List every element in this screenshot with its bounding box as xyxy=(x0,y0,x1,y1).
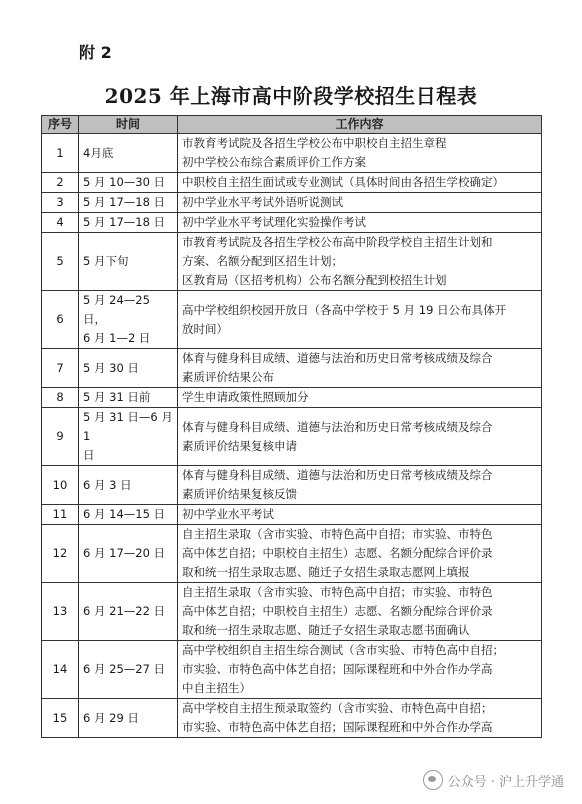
table-row xyxy=(42,408,542,466)
time-line: 5 月 17—18 日 xyxy=(83,195,166,209)
header-time: 时间 xyxy=(79,116,178,134)
content-line: 素质评价结果复核申请 xyxy=(182,438,297,453)
row-number: 12 xyxy=(42,525,79,583)
row-time xyxy=(79,408,178,466)
content-line: 自主招生录取（含市实验、市特色高中自招；市实验、市特色 xyxy=(182,527,493,541)
row-content xyxy=(178,699,542,738)
row-content xyxy=(178,349,542,388)
row-number: 2 xyxy=(42,173,79,193)
watermark xyxy=(423,770,564,790)
time-line: 5 月 24—25 日， xyxy=(83,293,150,326)
row-number: 6 xyxy=(42,291,79,349)
row-content xyxy=(178,291,542,349)
row-time xyxy=(79,173,178,193)
header-no: 序号 xyxy=(42,116,79,134)
row-content xyxy=(178,213,542,233)
table-header-row xyxy=(42,116,542,134)
content-line: 市教育考试院及各招生学校公布高中阶段学校自主招生计划和 xyxy=(182,235,493,249)
content-line: 高中学校组织校园开放日（各高中学校于 5 月 19 日公布具体开 xyxy=(182,302,507,317)
content-line: 初中学校公布综合素质评价工作方案 xyxy=(182,155,366,169)
time-line: 6 月 14—15 日 xyxy=(83,507,166,521)
content-line: 取和统一招生录取志愿、随迁子女招生录取志愿网上填报 xyxy=(182,565,470,579)
content-line: 方案、名额分配到区招生计划； xyxy=(182,254,343,268)
schedule-table xyxy=(41,115,542,738)
time-line: 6 月 21—22 日 xyxy=(83,604,166,618)
row-number: 9 xyxy=(42,408,79,466)
table-row xyxy=(42,134,542,173)
row-number: 3 xyxy=(42,193,79,213)
row-content xyxy=(178,134,542,173)
content-line: 初中学业水平考试理化实验操作考试 xyxy=(182,215,366,229)
row-content xyxy=(178,193,542,213)
time-line: 6 月 1—2 日 xyxy=(83,331,151,345)
content-line: 初中学业水平考试外语听说测试 xyxy=(182,195,343,209)
time-line: 5 月 17—18 日 xyxy=(83,215,166,229)
row-content xyxy=(178,388,542,408)
row-content xyxy=(178,466,542,505)
table-row xyxy=(42,233,542,291)
row-content xyxy=(178,641,542,699)
content-line: 取和统一招生录取志愿、随迁子女招生录取志愿书面确认 xyxy=(182,623,470,637)
table-row xyxy=(42,525,542,583)
time-line: 5 月下旬 xyxy=(83,254,129,268)
watermark-text: 公众号 · 沪上升学通 xyxy=(447,774,564,790)
content-line: 体育与健身科目成绩、道德与法治和历史日常考核成绩及综合 xyxy=(182,419,493,434)
content-line: 自主招生录取（含市实验、市特色高中自招；市实验、市特色 xyxy=(182,585,493,599)
content-line: 初中学业水平考试 xyxy=(182,507,274,521)
content-line: 素质评价结果复核反馈 xyxy=(182,487,297,501)
content-line: 高中学校组织自主招生综合测试（含市实验、市特色高中自招； xyxy=(182,643,504,657)
content-line: 素质评价结果公布 xyxy=(182,370,274,384)
content-line: 中自主招生） xyxy=(182,681,251,695)
row-number: 13 xyxy=(42,583,79,641)
row-number: 10 xyxy=(42,466,79,505)
row-content xyxy=(178,525,542,583)
time-line: 5 月 10—30 日 xyxy=(83,175,166,189)
content-line: 市实验、市特色高中体艺自招；国际课程班和中外合作办学高 xyxy=(182,662,493,676)
row-number: 7 xyxy=(42,349,79,388)
row-content xyxy=(178,233,542,291)
row-content xyxy=(178,583,542,641)
time-line: 5 月 31 日前 xyxy=(83,390,151,404)
table-row xyxy=(42,213,542,233)
table-row xyxy=(42,388,542,408)
time-line: 6 月 17—20 日 xyxy=(83,546,166,560)
row-time xyxy=(79,349,178,388)
row-time xyxy=(79,525,178,583)
content-line: 放时间） xyxy=(182,321,228,336)
content-line: 中职校自主招生面试或专业测试（具体时间由各招生学校确定） xyxy=(182,175,504,189)
row-time xyxy=(79,213,178,233)
content-line: 高中体艺自招；中职校自主招生）志愿、名额分配综合评价录 xyxy=(182,604,493,618)
row-content xyxy=(178,408,542,466)
content-line: 高中体艺自招；中职校自主招生）志愿、名额分配综合评价录 xyxy=(182,546,493,560)
row-number: 15 xyxy=(42,699,79,738)
time-line: 日 xyxy=(83,448,95,462)
row-number: 14 xyxy=(42,641,79,699)
table-row xyxy=(42,193,542,213)
content-line: 学生申请政策性照顾加分 xyxy=(182,390,309,404)
time-line: 5 月 30 日 xyxy=(83,360,139,375)
table-row xyxy=(42,466,542,505)
table-row xyxy=(42,583,542,641)
table-row xyxy=(42,641,542,699)
row-number: 11 xyxy=(42,505,79,525)
content-line: 体育与健身科目成绩、道德与法治和历史日常考核成绩及综合 xyxy=(182,468,493,482)
row-time xyxy=(79,699,178,738)
row-time xyxy=(79,388,178,408)
wechat-icon xyxy=(423,770,443,790)
time-line: 6 月 29 日 xyxy=(83,710,139,725)
content-line: 区教育局（区招考机构）公布名额分配到校招生计划 xyxy=(182,273,447,287)
row-time xyxy=(79,193,178,213)
row-time xyxy=(79,583,178,641)
row-time xyxy=(79,466,178,505)
row-number: 5 xyxy=(42,233,79,291)
row-time xyxy=(79,233,178,291)
table-row xyxy=(42,291,542,349)
row-time xyxy=(79,291,178,349)
row-time xyxy=(79,505,178,525)
content-line: 市实验、市特色高中体艺自招；国际课程班和中外合作办学高 xyxy=(182,720,493,734)
table-row xyxy=(42,349,542,388)
row-number: 8 xyxy=(42,388,79,408)
header-content: 工作内容 xyxy=(178,116,542,134)
document-title: 2025 年上海市高中阶段学校招生日程表 xyxy=(104,84,478,108)
content-line: 体育与健身科目成绩、道德与法治和历史日常考核成绩及综合 xyxy=(182,351,493,365)
annex-label: 附 2 xyxy=(79,43,112,62)
time-line: 4月底 xyxy=(83,145,114,160)
row-number: 4 xyxy=(42,213,79,233)
table-row xyxy=(42,173,542,193)
time-line: 6 月 3 日 xyxy=(83,477,132,492)
content-line: 高中学校自主招生预录取签约（含市实验、市特色高中自招； xyxy=(182,701,493,715)
content-line: 市教育考试院及各招生学校公布中职校自主招生章程 xyxy=(182,136,447,150)
row-time xyxy=(79,641,178,699)
time-line: 5 月 31 日—6 月 1 xyxy=(83,410,173,443)
table-row xyxy=(42,699,542,738)
time-line: 6 月 25—27 日 xyxy=(83,662,166,676)
row-content xyxy=(178,505,542,525)
row-content xyxy=(178,173,542,193)
table-row xyxy=(42,505,542,525)
row-number: 1 xyxy=(42,134,79,173)
row-time xyxy=(79,134,178,173)
